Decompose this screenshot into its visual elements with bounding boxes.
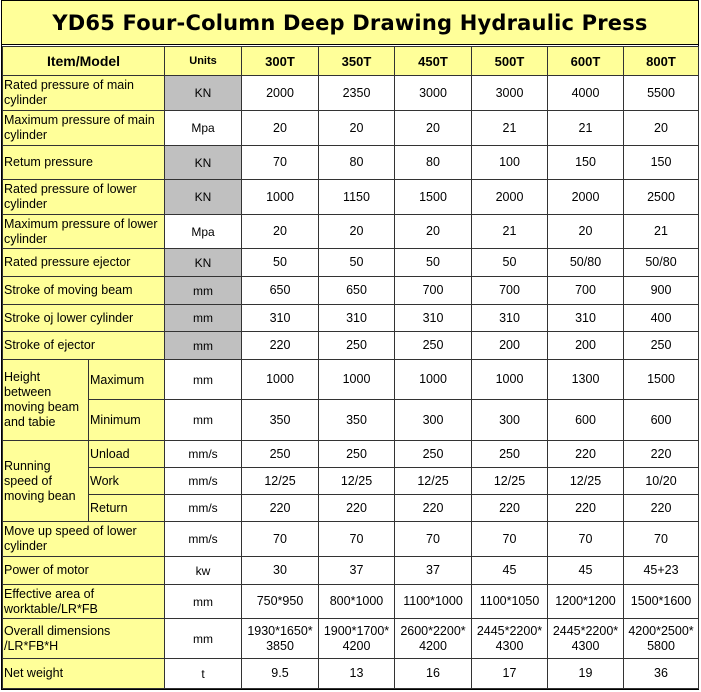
cell-value: 37 — [319, 557, 395, 585]
cell-value: 70 — [242, 522, 319, 557]
cell-value: 1100*1000 — [395, 585, 472, 619]
table-row — [3, 468, 699, 495]
cell-value: 220 — [242, 495, 319, 522]
row-unit: mm — [165, 305, 242, 332]
row-label: Effective area of worktable/LR*FB — [3, 585, 165, 619]
header-model: 300T — [242, 47, 319, 76]
cell-value: 310 — [472, 305, 548, 332]
cell-value: 1500 — [624, 360, 699, 400]
header-row — [3, 47, 699, 76]
cell-value: 1000 — [472, 360, 548, 400]
cell-value: 70 — [548, 522, 624, 557]
table-row — [3, 400, 699, 441]
row-label: Move up speed of lower cylinder — [3, 522, 165, 557]
cell-value: 2350 — [319, 76, 395, 111]
cell-value: 20 — [624, 111, 699, 146]
header-model: 600T — [548, 47, 624, 76]
cell-value: 20 — [319, 111, 395, 146]
header-model: 500T — [472, 47, 548, 76]
cell-value: 20 — [319, 215, 395, 249]
table-row — [3, 557, 699, 585]
cell-value: 300 — [395, 400, 472, 441]
cell-value: 220 — [548, 441, 624, 468]
row-unit: KN — [165, 249, 242, 277]
cell-value: 1500 — [395, 180, 472, 215]
table-row — [3, 215, 699, 249]
header-model: 350T — [319, 47, 395, 76]
cell-value: 12/25 — [472, 468, 548, 495]
cell-value: 1300 — [548, 360, 624, 400]
cell-value: 1100*1050 — [472, 585, 548, 619]
cell-value: 220 — [395, 495, 472, 522]
cell-value: 600 — [624, 400, 699, 441]
table-row — [3, 249, 699, 277]
cell-value: 100 — [472, 146, 548, 180]
row-label: Net weight — [3, 659, 165, 689]
cell-value: 220 — [624, 441, 699, 468]
cell-value: 13 — [319, 659, 395, 689]
row-label: Stroke oj lower cylinder — [3, 305, 165, 332]
table-row — [3, 585, 699, 619]
cell-value: 21 — [624, 215, 699, 249]
cell-value: 600 — [548, 400, 624, 441]
cell-value: 800*1000 — [319, 585, 395, 619]
cell-value: 150 — [548, 146, 624, 180]
cell-value: 70 — [472, 522, 548, 557]
cell-value: 150 — [624, 146, 699, 180]
cell-value: 220 — [242, 332, 319, 360]
cell-value: 30 — [242, 557, 319, 585]
cell-value: 20 — [395, 215, 472, 249]
row-unit: KN — [165, 180, 242, 215]
cell-value: 2500 — [624, 180, 699, 215]
cell-value: 250 — [395, 332, 472, 360]
cell-value: 45 — [472, 557, 548, 585]
table-row — [3, 277, 699, 305]
cell-value: 310 — [242, 305, 319, 332]
row-label: Maximum pressure of main cylinder — [3, 111, 165, 146]
cell-value: 70 — [624, 522, 699, 557]
cell-value: 3000 — [472, 76, 548, 111]
cell-value: 250 — [319, 441, 395, 468]
cell-value: 19 — [548, 659, 624, 689]
row-unit: mm/s — [165, 495, 242, 522]
cell-value: 650 — [319, 277, 395, 305]
row-unit: KN — [165, 76, 242, 111]
table-row — [3, 111, 699, 146]
cell-value: 12/25 — [242, 468, 319, 495]
cell-value: 200 — [472, 332, 548, 360]
row-unit: mm/s — [165, 441, 242, 468]
header-item-model: Item/Model — [3, 47, 165, 76]
row-sub-label: Work — [89, 468, 165, 495]
cell-value: 2000 — [472, 180, 548, 215]
table-row — [3, 180, 699, 215]
cell-value: 1500*1600 — [624, 585, 699, 619]
row-sub-label: Return — [89, 495, 165, 522]
table-row — [3, 76, 699, 111]
row-label: Rated pressure of lower cylinder — [3, 180, 165, 215]
cell-value: 2000 — [242, 76, 319, 111]
cell-value: 36 — [624, 659, 699, 689]
cell-value: 50/80 — [548, 249, 624, 277]
cell-value: 20 — [548, 215, 624, 249]
cell-value: 50/80 — [624, 249, 699, 277]
row-group-label: Running speed of moving bean — [3, 441, 89, 522]
cell-value: 250 — [395, 441, 472, 468]
cell-value: 310 — [548, 305, 624, 332]
cell-value: 10/20 — [624, 468, 699, 495]
row-unit: mm/s — [165, 522, 242, 557]
cell-value: 50 — [472, 249, 548, 277]
row-unit: t — [165, 659, 242, 689]
cell-value: 350 — [319, 400, 395, 441]
cell-value: 1150 — [319, 180, 395, 215]
cell-value: 70 — [395, 522, 472, 557]
cell-value: 20 — [242, 111, 319, 146]
cell-value: 1000 — [242, 180, 319, 215]
row-unit: Mpa — [165, 215, 242, 249]
cell-value: 310 — [319, 305, 395, 332]
row-label: Stroke of moving beam — [3, 277, 165, 305]
cell-value: 300 — [472, 400, 548, 441]
table-row — [3, 332, 699, 360]
cell-value: 50 — [395, 249, 472, 277]
cell-value: 3000 — [395, 76, 472, 111]
row-unit: kw — [165, 557, 242, 585]
row-unit: KN — [165, 146, 242, 180]
cell-value: 2445*2200* 4300 — [472, 619, 548, 659]
cell-value: 220 — [624, 495, 699, 522]
cell-value: 12/25 — [395, 468, 472, 495]
header-model: 450T — [395, 47, 472, 76]
row-label: Overall dimensions /LR*FB*H — [3, 619, 165, 659]
cell-value: 650 — [242, 277, 319, 305]
cell-value: 250 — [624, 332, 699, 360]
cell-value: 9.5 — [242, 659, 319, 689]
cell-value: 5500 — [624, 76, 699, 111]
table-row — [3, 659, 699, 689]
table-row — [3, 305, 699, 332]
cell-value: 2600*2200* 4200 — [395, 619, 472, 659]
row-label: Power of motor — [3, 557, 165, 585]
cell-value: 400 — [624, 305, 699, 332]
cell-value: 80 — [319, 146, 395, 180]
cell-value: 200 — [548, 332, 624, 360]
cell-value: 20 — [242, 215, 319, 249]
cell-value: 250 — [319, 332, 395, 360]
row-unit: mm — [165, 277, 242, 305]
row-label: Maximum pressure of lower cylinder — [3, 215, 165, 249]
cell-value: 250 — [472, 441, 548, 468]
row-unit: Mpa — [165, 111, 242, 146]
cell-value: 21 — [548, 111, 624, 146]
table-row — [3, 522, 699, 557]
cell-value: 50 — [319, 249, 395, 277]
table-row — [3, 441, 699, 468]
row-label: Stroke of ejector — [3, 332, 165, 360]
cell-value: 310 — [395, 305, 472, 332]
row-group-label: Height between moving beam and tabie — [3, 360, 89, 441]
row-unit: mm — [165, 619, 242, 659]
cell-value: 220 — [319, 495, 395, 522]
row-sub-label: Minimum — [89, 400, 165, 441]
table-row — [3, 495, 699, 522]
row-unit: mm/s — [165, 468, 242, 495]
cell-value: 750*950 — [242, 585, 319, 619]
table-row — [3, 146, 699, 180]
cell-value: 1000 — [395, 360, 472, 400]
cell-value: 2000 — [548, 180, 624, 215]
row-unit: mm — [165, 585, 242, 619]
cell-value: 45 — [548, 557, 624, 585]
page-title: YD65 Four-Column Deep Drawing Hydraulic Press — [2, 1, 698, 45]
cell-value: 80 — [395, 146, 472, 180]
cell-value: 21 — [472, 111, 548, 146]
cell-value: 220 — [472, 495, 548, 522]
cell-value: 1000 — [242, 360, 319, 400]
cell-value: 70 — [242, 146, 319, 180]
row-label: Retum pressure — [3, 146, 165, 180]
row-label: Rated pressure of main cylinder — [3, 76, 165, 111]
cell-value: 700 — [548, 277, 624, 305]
cell-value: 4200*2500* 5800 — [624, 619, 699, 659]
cell-value: 700 — [472, 277, 548, 305]
cell-value: 700 — [395, 277, 472, 305]
table-row — [3, 619, 699, 659]
cell-value: 220 — [548, 495, 624, 522]
cell-value: 70 — [319, 522, 395, 557]
cell-value: 21 — [472, 215, 548, 249]
cell-value: 4000 — [548, 76, 624, 111]
cell-value: 45+23 — [624, 557, 699, 585]
table-row — [3, 360, 699, 400]
cell-value: 1900*1700* 4200 — [319, 619, 395, 659]
cell-value: 900 — [624, 277, 699, 305]
cell-value: 20 — [395, 111, 472, 146]
row-label: Rated pressure ejector — [3, 249, 165, 277]
spec-table — [2, 46, 699, 689]
row-unit: mm — [165, 360, 242, 400]
header-units: Units — [165, 47, 242, 76]
row-sub-label: Maximum — [89, 360, 165, 400]
cell-value: 37 — [395, 557, 472, 585]
row-unit: mm — [165, 400, 242, 441]
header-model: 800T — [624, 47, 699, 76]
cell-value: 16 — [395, 659, 472, 689]
cell-value: 250 — [242, 441, 319, 468]
cell-value: 1200*1200 — [548, 585, 624, 619]
cell-value: 50 — [242, 249, 319, 277]
cell-value: 1000 — [319, 360, 395, 400]
cell-value: 350 — [242, 400, 319, 441]
cell-value: 2445*2200* 4300 — [548, 619, 624, 659]
cell-value: 12/25 — [319, 468, 395, 495]
cell-value: 17 — [472, 659, 548, 689]
row-unit: mm — [165, 332, 242, 360]
cell-value: 1930*1650* 3850 — [242, 619, 319, 659]
row-sub-label: Unload — [89, 441, 165, 468]
cell-value: 12/25 — [548, 468, 624, 495]
